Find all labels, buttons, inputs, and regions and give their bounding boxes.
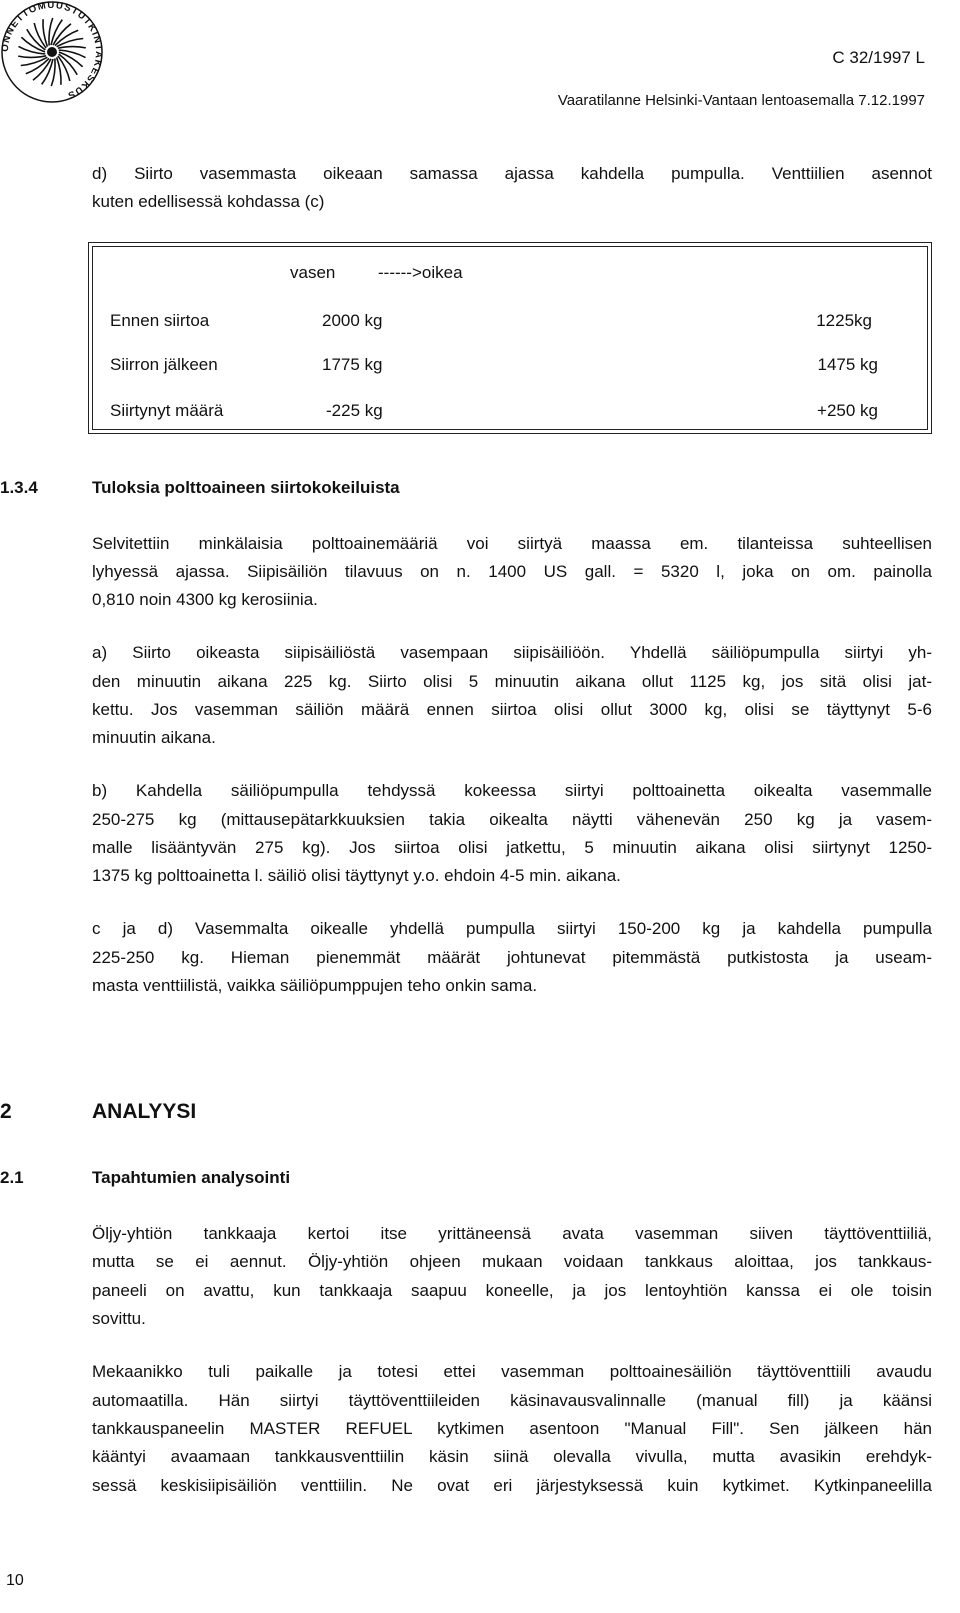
- paragraph-line: b) Kahdella säiliöpumpulla tehdyssä kokeessa siirtyi polttoainetta oikealta vasemmalle: [92, 781, 932, 800]
- table-row-label: Ennen siirtoa: [110, 311, 210, 330]
- section-number: 2.1: [0, 1168, 24, 1187]
- paragraph-line: sovittu.: [92, 1309, 146, 1328]
- table-row-left: -225 kg: [326, 401, 383, 420]
- paragraph-line: Selvitettiin minkälaisia polttoainemääriä voi siirtyä maassa em. tilanteissa suhteellisen: [92, 534, 932, 553]
- table-header-right: ------>oikea: [378, 263, 463, 282]
- page-number: 10: [6, 1572, 24, 1589]
- table-row-left: 2000 kg: [322, 311, 383, 330]
- table-row-right: 1225kg: [816, 311, 872, 330]
- paragraph-line: kettu. Jos vasemman säiliön määrä ennen siirtoa olisi ollut 3000 kg, olisi se täyttynyt 5-6: [92, 700, 932, 719]
- paragraph-line: c ja d) Vasemmalta oikealle yhdellä pumpulla siirtyi 150-200 kg ja kahdella pumpulla: [92, 919, 932, 938]
- section-title: Tuloksia polttoaineen siirtokokeiluista: [92, 478, 400, 497]
- paragraph-line: Mekaanikko tuli paikalle ja totesi ettei vasemman polttoainesäiliön täyttöventtiili avaudu: [92, 1362, 932, 1381]
- paragraph-line: 1375 kg polttoainetta l. säiliö olisi täyttynyt y.o. ehdoin 4-5 min. aikana.: [92, 866, 621, 885]
- document-code: C 32/1997 L: [832, 48, 925, 67]
- paragraph-line: malle lisääntyvän 275 kg). Jos siirtoa olisi jatkettu, 5 minuutin aikana olisi siirtynyt 1250-: [92, 838, 932, 857]
- paragraph-line: tankkauspaneelin MASTER REFUEL kytkimen asentoon "Manual Fill". Sen jälkeen hän: [92, 1419, 932, 1438]
- table-header-left: vasen: [290, 263, 336, 282]
- paragraph-line: 250-275 kg (mittausepätarkkuuksien takia oikealta näytti vähenevän 250 kg ja vasem-: [92, 810, 932, 829]
- table-row-left: 1775 kg: [322, 355, 383, 374]
- paragraph-line: den minuutin aikana 225 kg. Siirto olisi 5 minuutin aikana ollut 1125 kg, jos sitä olisi jat-: [92, 672, 932, 691]
- paragraph-line: Öljy-yhtiön tankkaaja kertoi itse yrittäneensä avata vasemman siiven täyttöventtiiliä,: [92, 1224, 932, 1243]
- table-row-label: Siirron jälkeen: [110, 355, 218, 374]
- paragraph-line: paneeli on avattu, kun tankkaaja saapuu koneelle, ja jos lentoyhtiön kanssa ei ole toisin: [92, 1281, 932, 1300]
- paragraph-line: mutta se ei aennut. Öljy-yhtiön ohjeen mukaan voidaan tankkaus aloittaa, jos tankkaus-: [92, 1252, 932, 1271]
- document-subtitle: Vaaratilanne Helsinki-Vantaan lentoasemalla 7.12.1997: [557, 92, 925, 109]
- paragraph-line: masta venttiilistä, vaikka säiliöpumppujen teho onkin sama.: [92, 976, 538, 995]
- onnettomuustutkintakeskus-logo: [0, 0, 104, 104]
- logo-ring-text: ONNETTOMUUSTUTKINTAKESKUS: [0, 0, 104, 102]
- paragraph-line: sessä keskisiipisäiliön venttiilin. Ne ovat eri järjestyksessä kuin kytkimet. Kytkinpaneelilla: [92, 1476, 932, 1495]
- chapter-number: 2: [0, 1100, 12, 1123]
- paragraph-line: 0,810 noin 4300 kg kerosiinia.: [92, 590, 318, 609]
- table-row-right: +250 kg: [817, 401, 878, 420]
- table-row-right: 1475 kg: [817, 355, 878, 374]
- table-row-label: Siirtynyt määrä: [110, 401, 224, 420]
- paragraph-line: lyhyessä ajassa. Siipisäiliön tilavuus on n. 1400 US gall. = 5320 l, joka on om. painolla: [92, 562, 932, 581]
- paragraph-line: kääntyi avaamaan tankkausventtiilin käsin siinä olevalla vivulla, mutta avasikin erehdyk-: [92, 1447, 932, 1466]
- paragraph-line: a) Siirto oikeasta siipisäiliöstä vasempaan siipisäiliöön. Yhdellä säiliöpumpulla siirtyi yh-: [92, 643, 932, 662]
- section-title: Tapahtumien analysointi: [92, 1168, 291, 1187]
- paragraph-line: 225-250 kg. Hieman pienemmät määrät johtunevat pitemmästä putkistosta ja useam-: [92, 948, 932, 967]
- intro-line-2: kuten edellisessä kohdassa (c): [92, 192, 325, 211]
- paragraph-line: minuutin aikana.: [92, 728, 216, 747]
- chapter-title: ANALYYSI: [92, 1100, 197, 1123]
- intro-line-1: d) Siirto vasemmasta oikeaan samassa ajassa kahdella pumpulla. Venttiilien asennot: [92, 164, 932, 183]
- paragraph-line: automaatilla. Hän siirtyi täyttöventtiileiden käsinavausvalinnalle (manual fill) ja käänsi: [92, 1391, 932, 1410]
- section-number: 1.3.4: [0, 478, 38, 497]
